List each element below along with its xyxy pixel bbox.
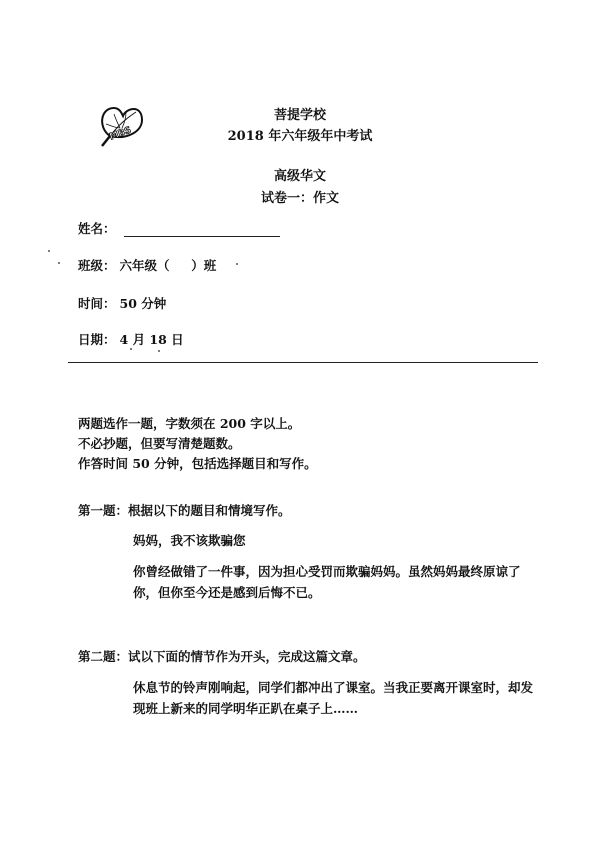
instruction-line: 不必抄题，但要写清楚题数。	[78, 436, 241, 451]
name-field	[78, 219, 280, 237]
scan-speck	[48, 250, 50, 252]
divider-line	[68, 362, 538, 363]
scan-speck	[236, 263, 238, 265]
subject-title: 高级华文	[273, 169, 326, 184]
class-value: 六年级（ ）班	[119, 258, 217, 273]
class-field	[78, 256, 216, 274]
class-label: 班级：	[78, 258, 116, 273]
scan-speck	[58, 262, 60, 264]
scan-speck	[158, 350, 160, 352]
name-blank-line[interactable]	[124, 224, 280, 237]
question-2-body: 休息节的铃声刚响起，同学们都冲出了课室。当我正要离开课室时，却发现班上新来的同学明华正趴在桌子上……	[133, 680, 534, 716]
paper-title: 试卷一：作文	[260, 191, 339, 206]
exam-title: 2018 年六年级年中考试	[227, 129, 373, 144]
scan-speck	[130, 348, 132, 350]
question-2-title: 第二题：试以下面的情节作为开头，完成这篇文章。	[78, 649, 366, 664]
instruction-line: 作答时间 50 分钟，包括选择题目和写作。	[78, 456, 317, 471]
time-label: 时间：	[78, 296, 116, 311]
school-name: 菩提学校	[273, 108, 326, 123]
time-value: 50 分钟	[119, 296, 167, 311]
name-label: 姓名：	[78, 221, 116, 236]
question-1-title: 第一题：根据以下的题目和情境写作。	[78, 503, 291, 518]
question-1-topic: 妈妈，我不该欺骗您	[133, 533, 246, 548]
date-field	[78, 330, 184, 348]
instruction-line: 两题选作一题，字数须在 200 字以上。	[78, 416, 301, 431]
time-field	[78, 294, 166, 312]
question-1-body: 你曾经做错了一件事，因为担心受罚而欺骗妈妈。虽然妈妈最终原谅了你，但你至今还是感到后悔不已。	[133, 564, 521, 600]
date-value: 4 月 18 日	[119, 332, 184, 347]
date-label: 日期：	[78, 332, 116, 347]
logo-text: MBS	[108, 125, 133, 143]
